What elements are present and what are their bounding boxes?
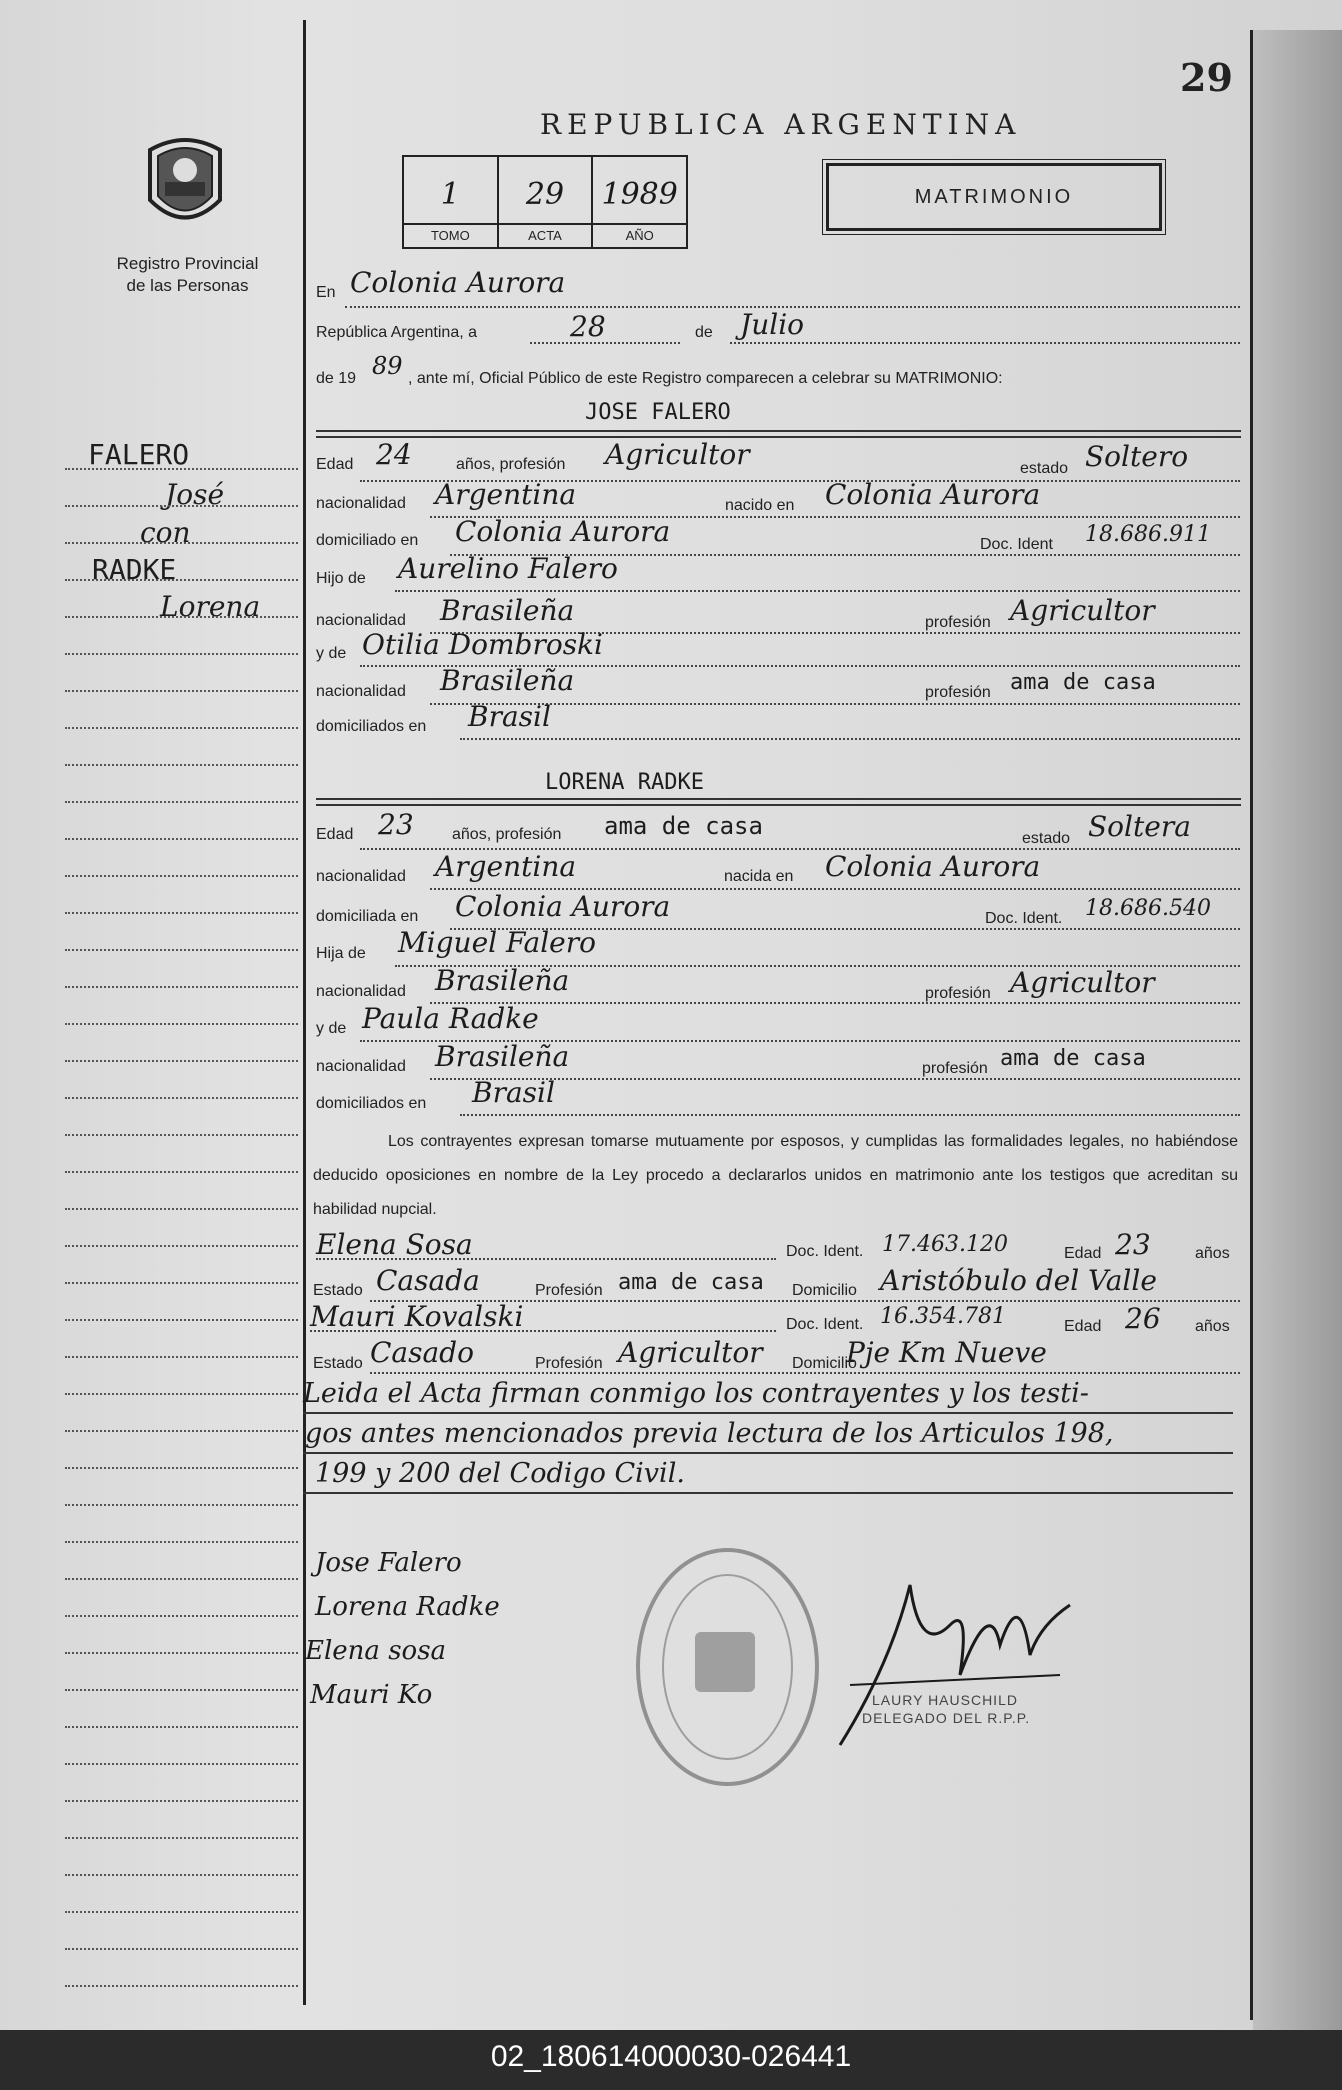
witness2-domicilio: Pje Km Nueve bbox=[846, 1336, 1047, 1369]
witness2-profesion: Agricultor bbox=[618, 1336, 763, 1369]
groom-nacionalidad: Argentina bbox=[435, 478, 577, 511]
bride-doc: 18.686.540 bbox=[1085, 896, 1211, 921]
acta-cell bbox=[499, 157, 594, 247]
bride-nacida-en: Colonia Aurora bbox=[825, 850, 1041, 883]
groom-doc-label: Doc. Ident bbox=[980, 536, 1053, 553]
margin-name-surname2: RADKE bbox=[92, 553, 177, 586]
signature-groom: Jose Falero bbox=[315, 1548, 462, 1578]
margin-line bbox=[65, 1948, 298, 1950]
margin-line bbox=[65, 1911, 298, 1913]
witness1-edad-label: Edad bbox=[1064, 1245, 1102, 1262]
margin-line bbox=[65, 1171, 298, 1173]
bride-estado-label: estado bbox=[1022, 830, 1071, 847]
bride-padre-nac: Brasileña bbox=[435, 964, 570, 997]
bride-madre-nac-label: nacionalidad bbox=[316, 1058, 406, 1075]
margin-name-surname1: FALERO bbox=[88, 438, 190, 471]
bride-anos-label: años, profesión bbox=[452, 826, 562, 843]
closing-line3: 199 y 200 del Codigo Civil. bbox=[315, 1458, 685, 1489]
tomo-cell bbox=[404, 157, 499, 247]
bride-edad-label: Edad bbox=[316, 826, 354, 843]
bride-padre-nac-label: nacionalidad bbox=[316, 983, 406, 1000]
bride-padres-dom-line bbox=[460, 1114, 1240, 1116]
bride-nacida-label: nacida en bbox=[724, 868, 794, 885]
groom-padres-domicilio: Brasil bbox=[468, 700, 551, 733]
groom-padre: Aurelino Falero bbox=[398, 552, 618, 585]
closing-line1: Leida el Acta firman conmigo los contrayentes y los testi- bbox=[303, 1378, 1089, 1409]
de-label: de bbox=[695, 324, 713, 341]
groom-dom-label: domiciliado en bbox=[316, 532, 419, 549]
witness1-name: Elena Sosa bbox=[316, 1228, 473, 1261]
official-signature-icon bbox=[830, 1565, 1090, 1755]
stamp-emblem bbox=[695, 1632, 755, 1692]
signature-bride: Lorena Radke bbox=[315, 1592, 500, 1622]
groom-domicilio: Colonia Aurora bbox=[455, 515, 671, 548]
margin-line bbox=[65, 653, 298, 655]
groom-nac-label: nacionalidad bbox=[316, 495, 406, 512]
bride-madre-nac: Brasileña bbox=[435, 1040, 570, 1073]
groom-padre-prof-label: profesión bbox=[925, 614, 991, 631]
margin-line bbox=[65, 1430, 298, 1432]
groom-padre-nac-label: nacionalidad bbox=[316, 612, 406, 629]
country-title: REPUBLICA ARGENTINA bbox=[540, 108, 1022, 141]
groom-name-line2 bbox=[316, 436, 1241, 438]
margin-line bbox=[65, 986, 298, 988]
witness2-name-line bbox=[310, 1330, 776, 1332]
groom-madre-nac-label: nacionalidad bbox=[316, 683, 406, 700]
margin-line bbox=[65, 1615, 298, 1617]
bride-estado: Soltera bbox=[1088, 810, 1191, 843]
intro-text: , ante mí, Oficial Público de este Registro comparecen a celebrar su MATRIMONIO: bbox=[408, 370, 1003, 387]
bride-padre-nac-line bbox=[430, 1002, 1240, 1004]
margin-line bbox=[65, 1282, 298, 1284]
margin-line bbox=[65, 1541, 298, 1543]
witness1-anos-label: años bbox=[1195, 1245, 1230, 1262]
margin-line bbox=[65, 1208, 298, 1210]
witness1-edad: 23 bbox=[1115, 1228, 1151, 1261]
witness2-edad-label: Edad bbox=[1064, 1318, 1102, 1335]
closing-line2-rule bbox=[303, 1452, 1233, 1454]
margin-line bbox=[65, 1097, 298, 1099]
witness1-name-line bbox=[316, 1258, 776, 1260]
margin-line bbox=[65, 1800, 298, 1802]
tomo-acta-ano-box bbox=[402, 155, 688, 249]
official-stamp bbox=[636, 1548, 819, 1786]
year-prefix: de 19 bbox=[316, 370, 357, 387]
margin-line bbox=[65, 1134, 298, 1136]
groom-madre-prof-label: profesión bbox=[925, 684, 991, 701]
groom-estado: Soltero bbox=[1085, 440, 1189, 473]
groom-nacido-label: nacido en bbox=[725, 497, 795, 514]
witness1-estado-label: Estado bbox=[313, 1282, 363, 1299]
groom-profesion: Agricultor bbox=[605, 438, 750, 471]
closing-line2: gos antes mencionados previa lectura de los Articulos 198, bbox=[305, 1418, 1114, 1449]
witness1-doc: 17.463.120 bbox=[882, 1232, 1008, 1257]
bride-name-line bbox=[316, 798, 1241, 800]
bride-nacionalidad: Argentina bbox=[435, 850, 577, 883]
bride-domiciliados-label: domiciliados en bbox=[316, 1095, 427, 1112]
witness1-prof-label: Profesión bbox=[535, 1282, 603, 1299]
margin-line bbox=[65, 616, 298, 618]
margin-line bbox=[65, 912, 298, 914]
signature-witness2: Mauri Ko bbox=[310, 1680, 433, 1710]
margin-line bbox=[65, 1726, 298, 1728]
groom-madre-nac: Brasileña bbox=[440, 664, 575, 697]
margin-line bbox=[65, 801, 298, 803]
registry-line2: de las Personas bbox=[126, 276, 249, 295]
margin-line bbox=[65, 727, 298, 729]
margin-divider bbox=[303, 20, 306, 2005]
witness1-estado: Casada bbox=[376, 1264, 480, 1297]
witness1-profesion: ama de casa bbox=[618, 1270, 764, 1295]
margin-line bbox=[65, 1060, 298, 1062]
margin-line bbox=[65, 838, 298, 840]
witness1-doc-label: Doc. Ident. bbox=[786, 1243, 864, 1260]
groom-madre-prof: ama de casa bbox=[1010, 670, 1156, 695]
groom-padre-prof: Agricultor bbox=[1010, 594, 1155, 627]
en-label: En bbox=[316, 284, 336, 301]
bride-profesion: ama de casa bbox=[604, 812, 763, 840]
bride-dom-label: domiciliada en bbox=[316, 908, 419, 925]
tomo-value: 1 bbox=[440, 177, 460, 212]
margin-con: con bbox=[140, 516, 191, 549]
margin-line bbox=[65, 1837, 298, 1839]
margin-line bbox=[65, 690, 298, 692]
month-line bbox=[730, 342, 1240, 344]
place-value: Colonia Aurora bbox=[350, 266, 566, 299]
bride-doc-label: Doc. Ident. bbox=[985, 910, 1063, 927]
declaration-text: Los contrayentes expresan tomarse mutuamente por esposos, y cumplidas las formalidades legales, no habiéndose deducido oposiciones en nombre de la Ley procedo a declararlos unidos en matrimonio ante los testigos que acreditan su habilidad nupcial. bbox=[313, 1133, 1238, 1218]
groom-yde-label: y de bbox=[316, 645, 347, 662]
groom-padre-line bbox=[395, 590, 1240, 592]
witness1-dom-label: Domicilio bbox=[792, 1282, 857, 1299]
margin-line bbox=[65, 875, 298, 877]
closing-line1-rule bbox=[303, 1412, 1233, 1414]
groom-name: JOSE FALERO bbox=[585, 400, 731, 425]
margin-line bbox=[65, 468, 298, 470]
bride-edad: 23 bbox=[378, 808, 414, 841]
page-edge-shadow bbox=[1253, 30, 1342, 2030]
groom-name-line bbox=[316, 430, 1241, 432]
bride-yde-label: y de bbox=[316, 1020, 347, 1037]
witness2-doc: 16.354.781 bbox=[880, 1304, 1006, 1329]
groom-madre-nac-line bbox=[430, 703, 1240, 705]
margin-line bbox=[65, 949, 298, 951]
bride-nac-label: nacionalidad bbox=[316, 868, 406, 885]
groom-padres-dom-line bbox=[460, 738, 1240, 740]
margin-line bbox=[65, 1578, 298, 1580]
bride-padres-domicilio: Brasil bbox=[472, 1076, 555, 1109]
bride-domicilio: Colonia Aurora bbox=[455, 890, 671, 923]
margin-line bbox=[65, 1467, 298, 1469]
witness2-dom-label: Domicilio bbox=[792, 1355, 857, 1372]
margin-line bbox=[65, 1689, 298, 1691]
registry-line1: Registro Provincial bbox=[116, 254, 259, 273]
margin-line bbox=[65, 1023, 298, 1025]
witness2-name: Mauri Kovalski bbox=[310, 1300, 524, 1333]
bride-name-line2 bbox=[316, 804, 1241, 806]
groom-hijo-label: Hijo de bbox=[316, 570, 366, 587]
margin-line bbox=[65, 1874, 298, 1876]
official-name: LAURY HAUSCHILD bbox=[872, 1692, 1018, 1708]
bride-padre-prof: Agricultor bbox=[1010, 966, 1155, 999]
margin-line bbox=[65, 579, 298, 581]
margin-line bbox=[65, 1504, 298, 1506]
bride-padre-prof-label: profesión bbox=[925, 985, 991, 1002]
margin-line bbox=[65, 505, 298, 507]
acta-value: 29 bbox=[525, 177, 565, 212]
tomo-label: TOMO bbox=[404, 223, 497, 247]
groom-domiciliados-label: domiciliados en bbox=[316, 718, 427, 735]
margin-line bbox=[65, 1652, 298, 1654]
month-value: Julio bbox=[740, 308, 805, 341]
margin-line bbox=[65, 1356, 298, 1358]
margin-line bbox=[65, 1319, 298, 1321]
margin-line bbox=[65, 1245, 298, 1247]
margin-name-given1: José bbox=[165, 478, 225, 511]
official-title: DELEGADO DEL R.P.P. bbox=[862, 1710, 1031, 1726]
witness2-edad: 26 bbox=[1125, 1302, 1161, 1335]
margin-line bbox=[65, 1763, 298, 1765]
witness2-estado-label: Estado bbox=[313, 1355, 363, 1372]
right-border bbox=[1250, 30, 1253, 2020]
republica-label: República Argentina, a bbox=[316, 324, 477, 341]
groom-edad-label: Edad bbox=[316, 456, 354, 473]
image-id-footer: 02_180614000030-026441 bbox=[490, 2040, 852, 2073]
page-number: 29 bbox=[1180, 55, 1233, 100]
bride-padre: Miguel Falero bbox=[398, 926, 596, 959]
ano-label: AÑO bbox=[593, 223, 686, 247]
day-line bbox=[530, 342, 680, 344]
witness2-doc-label: Doc. Ident. bbox=[786, 1316, 864, 1333]
groom-doc: 18.686.911 bbox=[1085, 522, 1211, 547]
bride-madre-prof-label: profesión bbox=[922, 1060, 988, 1077]
day-value: 28 bbox=[570, 310, 606, 343]
groom-padre-nac: Brasileña bbox=[440, 594, 575, 627]
signature-witness1: Elena sosa bbox=[305, 1636, 447, 1666]
witness2-anos-label: años bbox=[1195, 1318, 1230, 1335]
groom-anos-label: años, profesión bbox=[456, 456, 566, 473]
margin-name-given2: Lorena bbox=[160, 590, 261, 623]
bride-madre: Paula Radke bbox=[362, 1002, 539, 1035]
ano-value: 1989 bbox=[601, 177, 678, 212]
bride-name: LORENA RADKE bbox=[545, 770, 704, 795]
witness2-estado-line bbox=[370, 1372, 1240, 1374]
witness2-estado: Casado bbox=[370, 1336, 474, 1369]
margin-line bbox=[65, 542, 298, 544]
bride-hija-label: Hija de bbox=[316, 945, 366, 962]
groom-madre: Otilia Dombroski bbox=[362, 628, 603, 661]
record-type-box: MATRIMONIO bbox=[826, 163, 1162, 231]
margin-line bbox=[65, 1393, 298, 1395]
provincial-seal-icon bbox=[140, 130, 230, 235]
closing-line3-rule bbox=[303, 1492, 1233, 1494]
registry-name bbox=[95, 253, 280, 297]
groom-estado-label: estado bbox=[1020, 460, 1069, 477]
groom-nacido-en: Colonia Aurora bbox=[825, 478, 1041, 511]
ano-cell bbox=[593, 157, 686, 247]
bride-madre-prof: ama de casa bbox=[1000, 1046, 1146, 1071]
acta-label: ACTA bbox=[499, 223, 592, 247]
margin-line bbox=[65, 1985, 298, 1987]
margin-line bbox=[65, 764, 298, 766]
year-suffix: 89 bbox=[372, 352, 403, 380]
witness1-domicilio: Aristóbulo del Valle bbox=[880, 1264, 1157, 1297]
groom-edad: 24 bbox=[376, 438, 412, 471]
witness2-prof-label: Profesión bbox=[535, 1355, 603, 1372]
